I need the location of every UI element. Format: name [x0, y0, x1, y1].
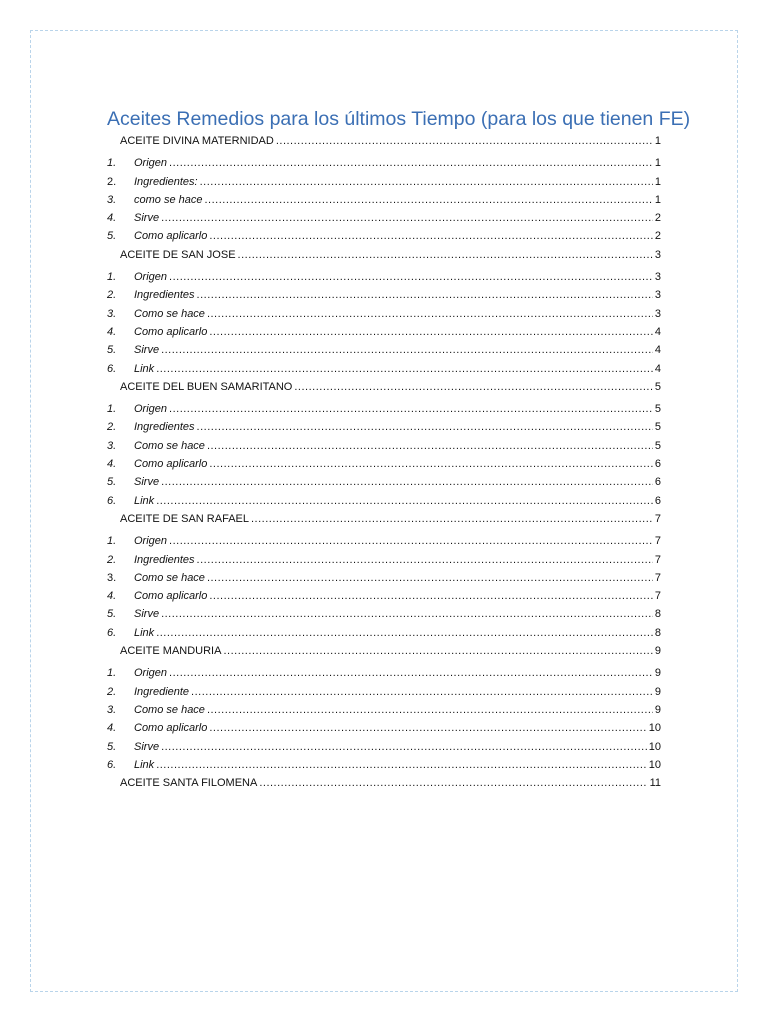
toc-entry-label: ACEITE DE SAN JOSE — [120, 248, 236, 261]
toc-subentry[interactable] — [107, 418, 661, 436]
toc-page-number: 9 — [654, 645, 661, 658]
toc-dot-leader — [209, 587, 653, 605]
toc-entry-label: Ingredientes — [134, 289, 195, 302]
toc-page-number: 1 — [654, 135, 661, 147]
toc-dot-leader — [238, 246, 653, 264]
toc-entry-number: 2. — [107, 289, 117, 302]
toc-subentry[interactable] — [107, 227, 661, 245]
toc-entry-number: 6. — [107, 626, 117, 639]
toc-page-number: 7 — [654, 535, 661, 548]
toc-entry-number: 4. — [107, 458, 117, 471]
toc-entry-label: Ingredientes — [134, 421, 195, 434]
toc-entry-number: 6. — [107, 494, 117, 507]
toc-entry-label: Link — [134, 494, 155, 507]
toc-subentry[interactable] — [107, 154, 661, 172]
toc-entry-label: Link — [134, 626, 155, 639]
toc-entry-number: 1. — [107, 535, 117, 548]
toc-subentry[interactable] — [107, 473, 661, 491]
toc-entry-number: 3. — [107, 307, 117, 320]
toc-dot-leader — [191, 683, 653, 701]
toc-dot-leader — [251, 510, 653, 528]
toc-subentry[interactable] — [107, 719, 661, 737]
toc-entry-number: 3. — [107, 703, 117, 716]
toc-entry-number: 3. — [107, 571, 117, 584]
toc-section-entry[interactable] — [107, 378, 661, 396]
toc-entry-number: 5. — [107, 476, 117, 489]
toc-dot-leader — [209, 719, 646, 737]
toc-entry-label: Como se hace — [134, 439, 205, 452]
toc-page-number: 3 — [654, 289, 661, 302]
toc-dot-leader — [259, 774, 647, 792]
toc-page-number: 9 — [654, 703, 661, 716]
toc-page-number: 9 — [654, 667, 661, 680]
toc-subentry[interactable] — [107, 323, 661, 341]
toc-subentry[interactable] — [107, 664, 661, 682]
toc-dot-leader — [169, 268, 653, 286]
toc-dot-leader — [161, 473, 653, 491]
toc-entry-label: Ingredientes: — [134, 175, 198, 188]
toc-subentry[interactable] — [107, 624, 661, 642]
toc-page-number: 5 — [654, 439, 661, 452]
toc-page-number: 2 — [654, 230, 661, 243]
toc-entry-label: Sirve — [134, 740, 160, 753]
toc-entry-number: 2. — [107, 421, 117, 434]
toc-page-number: 7 — [654, 512, 661, 525]
toc-subentry[interactable] — [107, 437, 661, 455]
toc-subentry[interactable] — [107, 551, 661, 569]
toc-entry-number: 1. — [107, 271, 117, 284]
toc-page-number: 4 — [654, 325, 661, 338]
toc-entry-label: Como se hace — [134, 571, 205, 584]
toc-subentry[interactable] — [107, 701, 661, 719]
toc-page-number: 5 — [654, 380, 661, 393]
toc-dot-leader — [207, 305, 653, 323]
toc-subentry[interactable] — [107, 532, 661, 550]
toc-entry-label: como se hace — [134, 193, 203, 206]
toc-page-number: 11 — [649, 777, 661, 790]
toc-entry-label: Origen — [134, 271, 168, 284]
toc-subentry[interactable] — [107, 305, 661, 323]
toc-dot-leader — [294, 378, 653, 396]
toc-dot-leader — [161, 605, 653, 623]
toc-entry-label: Link — [134, 362, 155, 375]
toc-entry-number: 4. — [107, 722, 117, 735]
toc-dot-leader — [156, 756, 647, 774]
toc-section-entry[interactable] — [107, 132, 661, 150]
toc-page-number: 7 — [654, 590, 661, 603]
toc-dot-leader — [197, 286, 653, 304]
toc-dot-leader — [156, 624, 653, 642]
toc-entry-number: 5. — [107, 740, 117, 753]
toc-page-number: 5 — [654, 421, 661, 434]
toc-section-entry[interactable] — [107, 774, 661, 792]
toc-dot-leader — [209, 227, 653, 245]
toc-entry-label: Como aplicarlo — [134, 325, 208, 338]
toc-entry-label: Ingrediente — [134, 685, 190, 698]
toc-subentry[interactable] — [107, 738, 661, 756]
toc-entry-number: 4. — [107, 590, 117, 603]
toc-entry-label: Como se hace — [134, 307, 205, 320]
toc-page-number: 6 — [654, 458, 661, 471]
toc-page-number: 3 — [654, 271, 661, 284]
toc-dot-leader — [197, 551, 653, 569]
toc-subentry[interactable] — [107, 683, 661, 701]
toc-page-number: 4 — [654, 344, 661, 357]
toc-entry-number: 2. — [107, 553, 117, 566]
toc-dot-leader — [276, 132, 653, 150]
toc-entry-label: Origen — [134, 157, 168, 170]
toc-page-number: 7 — [654, 553, 661, 566]
toc-subentry[interactable] — [107, 455, 661, 473]
toc-subentry[interactable] — [107, 605, 661, 623]
toc-page-number: 9 — [654, 685, 661, 698]
toc-entry-number: 5. — [107, 230, 117, 243]
toc-page-number: 10 — [648, 740, 661, 753]
toc-subentry[interactable] — [107, 268, 661, 286]
toc-page-number: 10 — [648, 722, 661, 735]
toc-entry-label: Sirve — [134, 476, 160, 489]
toc-subentry[interactable] — [107, 400, 661, 418]
toc-entry-number: 4. — [107, 325, 117, 338]
toc-subentry[interactable] — [107, 756, 661, 774]
toc-dot-leader — [197, 418, 653, 436]
toc-subentry[interactable] — [107, 341, 661, 359]
toc-entry-label: ACEITE MANDURIA — [120, 645, 222, 658]
toc-entry-label: Link — [134, 758, 155, 771]
toc-entry-number: 1. — [107, 157, 117, 170]
toc-subentry[interactable] — [107, 191, 661, 209]
toc-subentry[interactable] — [107, 587, 661, 605]
toc-subentry[interactable] — [107, 492, 661, 510]
toc-entry-label: Como aplicarlo — [134, 590, 208, 603]
toc-dot-leader — [207, 701, 653, 719]
toc-entry-label: Origen — [134, 535, 168, 548]
toc-page-number: 3 — [654, 307, 661, 320]
toc-subentry[interactable] — [107, 173, 661, 191]
toc-page-number: 8 — [654, 626, 661, 639]
toc-subentry[interactable] — [107, 569, 661, 587]
toc-dot-leader — [209, 455, 653, 473]
toc-entry-label: Ingredientes — [134, 553, 195, 566]
toc-page-number: 4 — [654, 362, 661, 375]
toc-section-entry[interactable] — [107, 246, 661, 264]
toc-entry-number: 3. — [107, 439, 117, 452]
toc-dot-leader — [207, 569, 653, 587]
toc-entry-number: 6. — [107, 758, 117, 771]
toc-dot-leader — [200, 173, 653, 191]
toc-page-number: 2 — [654, 212, 661, 225]
toc-entry-number: 1. — [107, 403, 117, 416]
toc-dot-leader — [207, 437, 653, 455]
toc-section-entry[interactable] — [107, 642, 661, 660]
toc-dot-leader — [161, 738, 647, 756]
toc-entry-label: Como aplicarlo — [134, 230, 208, 243]
toc-dot-leader — [156, 360, 653, 378]
toc-page-number: 8 — [654, 608, 661, 621]
toc-dot-leader — [161, 209, 653, 227]
toc-entry-number: 5. — [107, 344, 117, 357]
toc-entry-number: 3. — [107, 193, 117, 206]
toc-entry-label: ACEITE SANTA FILOMENA — [120, 777, 258, 790]
toc-dot-leader — [161, 341, 653, 359]
toc-dot-leader — [209, 323, 653, 341]
toc-entry-label: ACEITE DE SAN RAFAEL — [120, 512, 249, 525]
toc-page-number: 6 — [654, 476, 661, 489]
toc-dot-leader — [156, 492, 653, 510]
toc-subentry[interactable] — [107, 360, 661, 378]
toc-entry-label: Como se hace — [134, 703, 205, 716]
toc-entry-label: Origen — [134, 403, 168, 416]
toc-dot-leader — [169, 664, 653, 682]
toc-subentry[interactable] — [107, 286, 661, 304]
toc-entry-number: 4. — [107, 212, 117, 225]
toc-entry-label: Sirve — [134, 212, 160, 225]
toc-entry-number: 2. — [107, 175, 117, 188]
toc-entry-label: Sirve — [134, 344, 160, 357]
toc-page-number: 1 — [654, 193, 661, 206]
toc-entry-label: Origen — [134, 667, 168, 680]
toc-entry-label: ACEITE DEL BUEN SAMARITANO — [120, 380, 293, 393]
toc-entry-label: Como aplicarlo — [134, 722, 208, 735]
toc-dot-leader — [169, 532, 653, 550]
toc-entry-label: Sirve — [134, 608, 160, 621]
toc-page-number: 6 — [654, 494, 661, 507]
toc-page-number: 10 — [648, 758, 661, 771]
toc-dot-leader — [204, 191, 652, 209]
toc-page-number: 1 — [654, 175, 661, 188]
toc-section-entry[interactable] — [107, 510, 661, 528]
table-of-contents — [107, 132, 661, 796]
toc-entry-number: 5. — [107, 608, 117, 621]
toc-subentry[interactable] — [107, 209, 661, 227]
toc-entry-number: 2. — [107, 685, 117, 698]
toc-dot-leader — [223, 642, 652, 660]
toc-entry-label: Como aplicarlo — [134, 458, 208, 471]
toc-page-number: 1 — [654, 157, 661, 170]
document-title: Aceites Remedios para los últimos Tiempo (para los que tienen FE) — [107, 108, 691, 130]
toc-dot-leader — [169, 400, 653, 418]
toc-page-number: 5 — [654, 403, 661, 416]
toc-page-number: 3 — [654, 248, 661, 261]
toc-page-number: 7 — [654, 571, 661, 584]
toc-entry-number: 6. — [107, 362, 117, 375]
toc-entry-number: 1. — [107, 667, 117, 680]
toc-entry-label: ACEITE DIVINA MATERNIDAD — [120, 135, 274, 147]
toc-dot-leader — [169, 154, 653, 172]
